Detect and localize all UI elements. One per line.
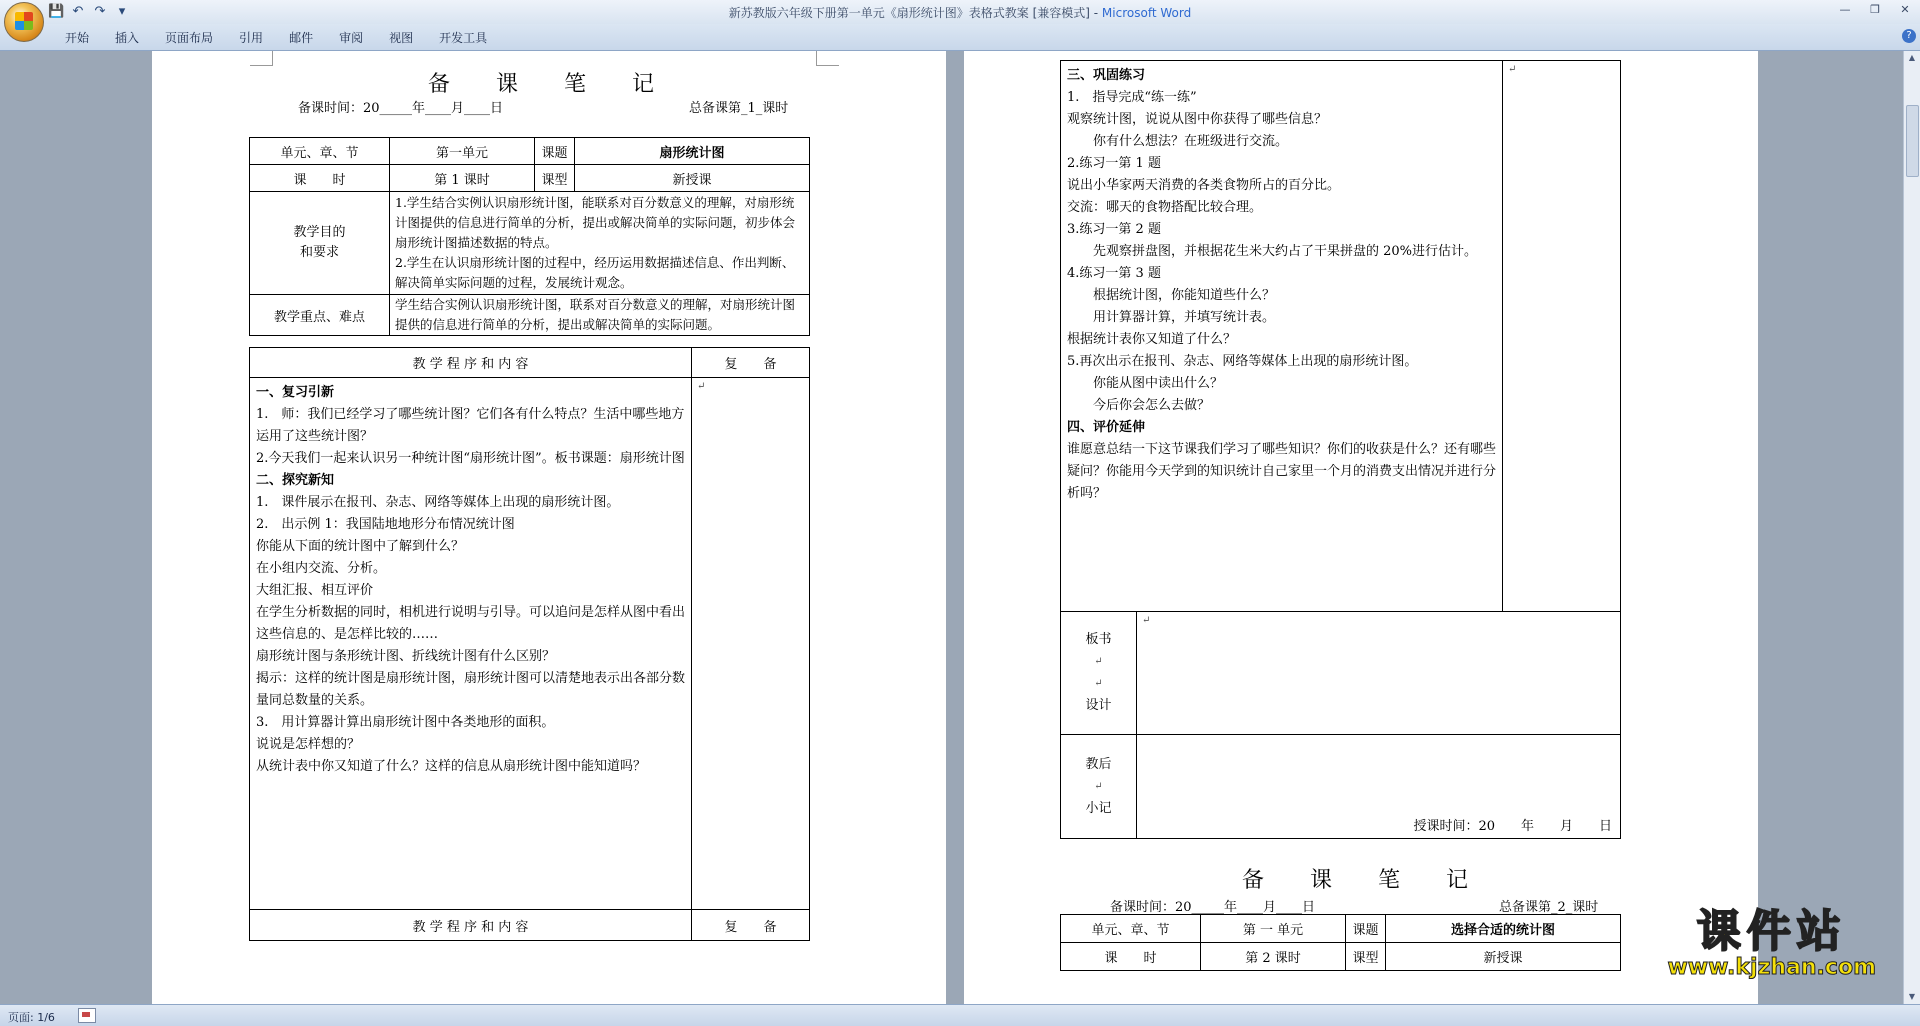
goal-label-line: 教学目的 [293,225,346,240]
redo-icon[interactable]: ↷ [94,4,106,19]
prep-time: 备课时间：20_____年____月____日 [298,101,504,116]
review-content [692,378,810,910]
practice-review [1503,61,1621,612]
tab-view[interactable]: 视图 [389,31,414,45]
tab-insert[interactable]: 插入 [115,31,140,45]
goal-label-line: 和要求 [299,245,339,260]
vertical-scrollbar[interactable] [1903,51,1920,1004]
hours-value: 第 1 课时 [390,165,535,192]
goal-item: 2.学生在认识扇形统计图的过程中，经历运用数据描述信息、作出判断、解决简单实际问题的过程，发展统计观念。 [395,255,795,290]
content-paragraph: 1. 指导完成“练一练” [1067,90,1197,105]
total-lesson-count-2: 总备课第_2_课时 [1499,900,1599,915]
undo-icon[interactable]: ↶ [72,4,84,19]
unit-value: 第一单元 [390,138,535,165]
practice-paragraphs [1067,65,1496,505]
content-paragraph: 2. 出示例 1：我国陆地地形分布情况统计图 [256,517,515,532]
paragraph-mark: ↵ [1508,64,1517,75]
procedure-table [249,347,810,941]
content-paragraph: 揭示：这样的统计图是扇形统计图，扇形统计图可以清楚地表示出各部分数量同总数量的关系。 [256,671,686,708]
content-paragraph: 3.练习一第 2 题 [1067,222,1161,237]
office-button[interactable] [4,2,44,42]
topic-label: 课题 [535,138,575,165]
content-paragraph: 三、巩固练习 [1067,68,1146,83]
page-1[interactable] [152,51,946,1004]
close-icon[interactable]: ✕ [1900,3,1910,16]
content-paragraph: 根据统计表你又知道了什么？ [1067,332,1237,347]
practice-content [1061,61,1503,612]
content-paragraph: 在学生分析数据的同时，相机进行说明与引导。可以追问是怎样从图中看出这些信息的、是怎样比较的…… [256,605,686,642]
procedure-paragraphs [256,382,685,778]
lesson-info-table-2 [1060,914,1621,971]
scroll-down-icon[interactable]: ▼ [1908,992,1916,1001]
board-label-line: 板书 [1085,632,1112,647]
after-class-notes-content[interactable] [1137,735,1621,839]
paragraph-mark: ↵ [1094,780,1103,792]
content-paragraph: 1. 课件展示在报刊、杂志、网络等媒体上出现的扇形统计图。 [256,495,620,510]
page-heading: 备课笔记 [428,72,701,97]
notes-label-line: 教后 [1085,756,1112,772]
content-paragraph: 2.练习一第 1 题 [1067,156,1161,171]
save-icon[interactable]: 💾 [48,4,65,19]
content-paragraph: 说说是怎样想的？ [256,737,361,752]
goal-label [250,192,390,295]
content-paragraph: 二、探究新知 [256,473,335,488]
site-watermark [1667,895,1876,980]
content-paragraph: 大组汇报、相互评价 [256,583,374,598]
restore-icon[interactable]: ❐ [1870,3,1880,16]
content-paragraph: 交流：哪天的食物搭配比较合理。 [1067,200,1263,215]
review-header: 复 备 [692,348,810,378]
office-logo-icon [15,12,33,30]
type-label: 课型 [535,165,575,192]
unit-label-2: 单元、章、节 [1061,915,1201,943]
procedure-header: 教 学 程 序 和 内 容 [250,348,692,378]
crop-mark [816,51,839,66]
key-points-text: 学生结合实例认识扇形统计图，联系对百分数意义的理解，对扇形统计图提供的信息进行简单的分析，提出或解决简单的实际问题。 [390,295,810,336]
key-points-label: 教学重点、难点 [250,295,390,336]
total-lesson-count: 总备课第_1_课时 [689,101,789,116]
hours-label: 课 时 [250,165,390,192]
practice-table [1060,60,1621,612]
unit-label: 单元、章、节 [250,138,390,165]
ribbon-tabs [0,24,1920,51]
after-class-notes-label [1061,735,1137,839]
document-workspace [0,51,1904,1004]
content-paragraph: 一、复习引新 [256,385,335,400]
watermark-url: www.kjzhan.com [1667,955,1876,980]
tab-references[interactable]: 引用 [239,31,264,45]
title-bar [0,0,1920,24]
type-value-2: 新授课 [1386,943,1621,971]
content-paragraph: 5.再次出示在报刊、杂志、网络等媒体上出现的扇形统计图。 [1067,354,1418,369]
board-label-line: 设计 [1085,698,1112,713]
content-paragraph: 你有什么想法？在班级进行交流。 [1093,134,1289,149]
content-paragraph: 在小组内交流、分析。 [256,561,387,576]
content-paragraph: 你能从下面的统计图中了解到什么？ [256,539,465,554]
crop-mark [250,51,273,66]
content-paragraph: 说出小华家两天消费的各类食物所占的百分比。 [1067,178,1341,193]
customize-qat-icon[interactable]: ▾ [118,4,126,19]
content-paragraph: 谁愿意总结一下这节课我们学习了哪些知识？你们的收获是什么？还有哪些疑问？你能用今天学到的知识统计自己家里一个月的消费支出情况并进行分析吗？ [1067,442,1497,501]
content-paragraph: 3. 用计算器计算出扇形统计图中各类地形的面积。 [256,715,555,730]
proofing-icon[interactable] [78,1008,96,1023]
lesson-info-table [249,137,810,336]
content-paragraph: 用计算器计算，并填写统计表。 [1093,310,1276,325]
content-paragraph: 四、评价延伸 [1067,420,1146,435]
procedure-content [250,378,692,910]
board-design-label [1061,612,1137,735]
topic-label-2: 课题 [1346,915,1386,943]
app-name: Microsoft Word [1101,6,1192,20]
scroll-up-icon[interactable]: ▲ [1908,53,1916,62]
tab-page-layout[interactable]: 页面布局 [165,31,214,45]
goal-text [390,192,810,295]
content-paragraph: 根据统计图，你能知道些什么？ [1093,288,1276,303]
tab-home[interactable]: 开始 [65,31,90,45]
content-paragraph: 今后你会怎么去做？ [1093,398,1211,413]
hours-label-2: 课 时 [1061,943,1201,971]
page-count[interactable]: 页面: 1/6 [8,1011,55,1024]
procedure-footer: 教 学 程 序 和 内 容 [250,910,692,941]
content-paragraph: 从统计表中你又知道了什么？这样的信息从扇形统计图中能知道吗？ [256,759,647,774]
content-paragraph: 你能从图中读出什么？ [1093,376,1224,391]
unit-value-2: 第 一 单元 [1201,915,1346,943]
topic-value: 扇形统计图 [575,138,810,165]
type-value: 新授课 [575,165,810,192]
review-footer: 复 备 [692,910,810,941]
help-icon[interactable]: ? [1902,29,1916,43]
content-paragraph: 扇形统计图与条形统计图、折线统计图有什么区别？ [256,649,556,664]
notes-label-line: 小记 [1085,800,1112,816]
hours-value-2: 第 2 课时 [1201,943,1346,971]
topic-value-2: 选择合适的统计图 [1386,915,1621,943]
teach-time: 授课时间：20 年 月 日 [1413,819,1612,834]
page-heading-2: 备课笔记 [1242,868,1515,893]
paragraph-mark: ↵ [1094,656,1103,667]
status-bar [0,1004,1920,1026]
tab-developer[interactable]: 开发工具 [439,31,488,45]
board-design-content[interactable] [1137,612,1621,735]
content-paragraph: 先观察拼盘图，并根据花生米大约占了干果拼盘的 20%进行估计。 [1093,244,1478,259]
goal-item: 1.学生结合实例认识扇形统计图，能联系对百分数意义的理解，对扇形统计图提供的信息进行简单的分析，提出或解决简单的实际问题，初步体会扇形统计图描述数据的特点。 [395,195,796,250]
board-notes-table [1060,611,1621,839]
tab-mailings[interactable]: 邮件 [289,31,314,45]
content-paragraph: 4.练习一第 3 题 [1067,266,1161,281]
watermark-title: 课件站 [1696,906,1847,957]
content-paragraph: 1. 师：我们已经学习了哪些统计图？它们各有什么特点？生活中哪些地方运用了这些统计图？ [256,407,685,444]
window-title [0,4,1920,21]
prep-time-2: 备课时间：20_____年____月____日 [1110,900,1316,915]
window-controls [1830,0,1920,20]
paragraph-mark: ↵ [697,381,706,392]
scrollbar-thumb[interactable] [1906,105,1919,177]
page-2[interactable] [964,51,1758,1004]
content-paragraph: 观察统计图，说说从图中你获得了哪些信息？ [1067,112,1328,127]
content-paragraph: 2.今天我们一起来认识另一种统计图“扇形统计图”。板书课题：扇形统计图 [256,451,685,466]
paragraph-mark: ↵ [1142,615,1151,626]
tab-review[interactable]: 审阅 [339,31,364,45]
document-name: 新苏教版六年级下册第一单元《扇形统计图》表格式教案 [兼容模式] - [728,6,1102,20]
paragraph-mark: ↵ [1094,678,1103,689]
minimize-icon[interactable]: — [1839,3,1851,16]
type-label-2: 课型 [1346,943,1386,971]
